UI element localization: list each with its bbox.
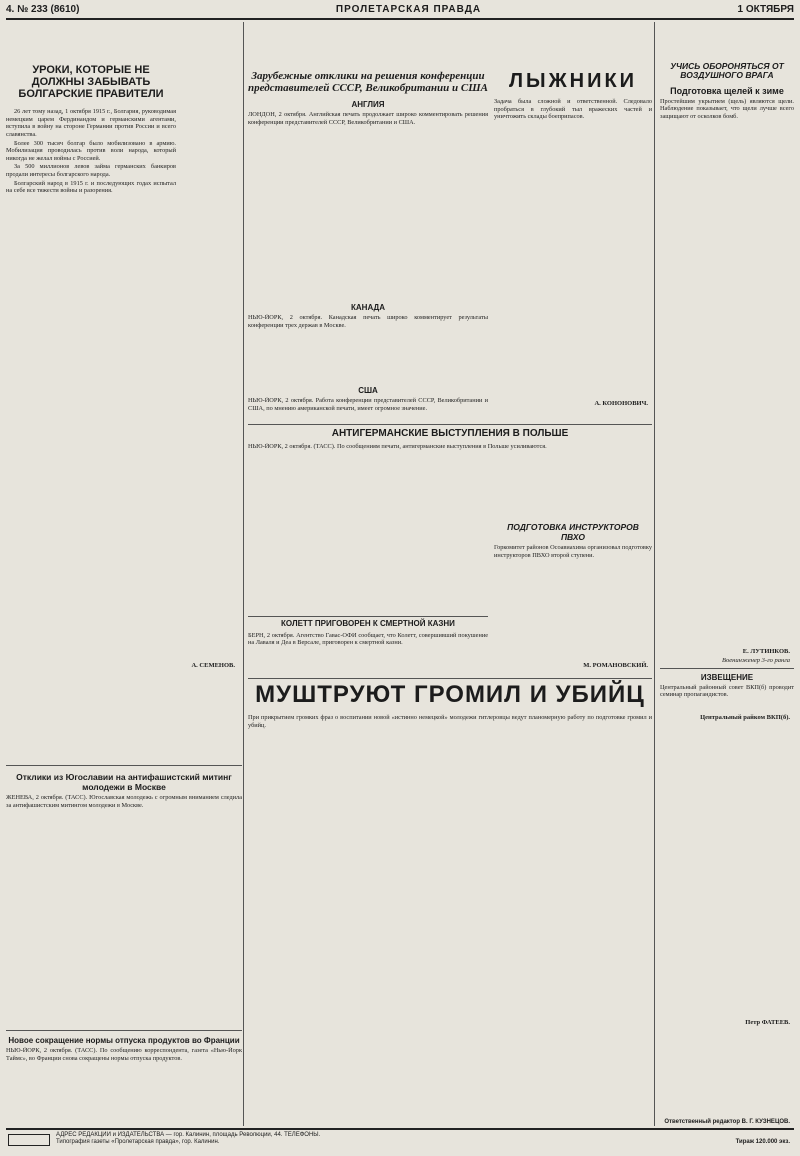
- headline-skiers: ЛЫЖНИКИ: [508, 70, 638, 92]
- issue-date: 1 ОКТЯБРЯ: [737, 4, 794, 15]
- address-line: АДРЕС РЕДАКЦИИ и ИЗДАТЕЛЬСТВА — гор. Калинин, площадь Революции, 44. ТЕЛЕФОНЫ.: [56, 1132, 321, 1138]
- article-signature: А. СЕМЕНОВ.: [191, 662, 235, 669]
- page-footer: [6, 1119, 794, 1154]
- headline-conference: Зарубежные отклики на решения конференции представителей СССР, Великобритании и США: [248, 70, 488, 95]
- headline-feature: МУШТРУЮТ ГРОМИЛ И УБИЙЦ: [255, 681, 645, 708]
- print-line: Типография газеты «Пролетарская правда», гор. Калинин.: [56, 1139, 220, 1145]
- article-pvho-body: Горкомитет районов Осоавиахима организовал подготовку инструкторов ПВХО второй ступени.: [494, 544, 652, 559]
- column-bulgaria-cont: [179, 22, 239, 669]
- page-header: [6, 4, 794, 20]
- section-usa-body: НЬЮ-ЙОРК, 2 октября. Работа конференции представителей СССР, Великобритании и США, по мнению американской печати, имеет огромное значение.: [248, 397, 488, 412]
- paragraph: Более 300 тысяч болгар было мобилизовано в армию. Мобилизация проводилась против воли народа, который никогда не желал войны с Россией.: [6, 139, 176, 162]
- divider: [248, 616, 488, 617]
- headline-kolett: КОЛЕТТ ПРИГОВОРЕН К СМЕРТНОЙ КАЗНИ: [281, 619, 455, 628]
- column-rule: [654, 22, 655, 1126]
- headline-poland: АНТИГЕРМАНСКИЕ ВЫСТУПЛЕНИЯ В ПОЛЬШЕ: [331, 428, 569, 439]
- column-skiers: [494, 22, 652, 407]
- article-pvho: [494, 520, 652, 654]
- column-air-defense: [660, 22, 794, 1026]
- column-end-text: [660, 727, 794, 1017]
- divider: [248, 678, 652, 679]
- section-canada-body: НЬЮ-ЙОРК, 2 октября. Канадская печать широко комментирует результаты конференции трех держав в Москве.: [248, 314, 488, 329]
- paragraph: 26 лет тому назад, 1 октября 1915 г., Болгария, руководимая немецким царем Фердинандом и германскими агентами, вступила в войну на стороне Германии против России и всего славянства.: [6, 108, 176, 139]
- feature-signature-box: [494, 660, 652, 669]
- article-bulgaria-body: [6, 108, 176, 664]
- newspaper-name: ПРОЛЕТАРСКАЯ ПРАВДА: [335, 4, 482, 15]
- article-yugoslavia: [6, 770, 242, 1044]
- article-feature: [248, 682, 652, 1084]
- article-trenches-body: Простейшим укрытием (щель) являются щели. Наблюдение показывает, что щели лучше всего защищают от осколков бомб.: [660, 97, 794, 120]
- column-conference: [248, 22, 488, 457]
- subhead-trenches: Подготовка щелей к зиме: [670, 85, 784, 96]
- signature-role: Военинженер 3-го ранга: [722, 656, 790, 664]
- article-signature: Е. ЛУТИНКОВ.: [742, 647, 790, 655]
- publisher-logo: [8, 1134, 50, 1146]
- headline-pvho: ПОДГОТОВКА ИНСТРУКТОРОВ ПВХО: [507, 522, 639, 542]
- headline-air-defense: УЧИСЬ ОБОРОНЯТЬСЯ ОТ ВОЗДУШНОГО ВРАГА: [670, 61, 784, 81]
- article-signature: М. РОМАНОВСКИЙ.: [583, 662, 648, 669]
- divider: [494, 424, 652, 425]
- section-england-body: ЛОНДОН, 2 октября. Английская печать продолжает широко комментировать решения конференции представителей СССР, Великобритании и США.: [248, 111, 488, 126]
- article-france-body: НЬЮ-ЙОРК, 2 октября. (ТАСС). По сообщению корреспондента, газета «Нью-Йорк Таймс», во Франции снова сокращены нормы отпуска продуктов.: [6, 1047, 242, 1062]
- paragraph: Болгарский народ в 1915 г. и последующих годах испытал на себе все тяжести войны и разорения.: [6, 179, 176, 195]
- circulation: Тираж 120.000 экз.: [735, 1139, 790, 1145]
- notice-org: Центральный райком ВКП(б).: [700, 713, 790, 721]
- article-signature: А. КОНОНОВИЧ.: [594, 400, 648, 407]
- divider: [6, 1030, 242, 1031]
- headline-bulgaria: УРОКИ, КОТОРЫЕ НЕ ДОЛЖНЫ ЗАБЫВАТЬ БОЛГАРСКИЕ ПРАВИТЕЛИ: [18, 64, 164, 101]
- divider: [6, 765, 242, 766]
- article-signature: Петр ФАТЕЕВ.: [745, 1018, 790, 1026]
- issue-number: 4. № 233 (8610): [6, 4, 80, 15]
- article-poland-body: НЬЮ-ЙОРК, 2 октября. (ТАСС). По сообщениям печати, антигерманские выступления в Польше усиливаются.: [248, 443, 547, 450]
- column-rule: [243, 22, 244, 1126]
- article-skiers-body: Задача была сложной и ответственной. Следовало пробраться в глубокий тыл вражеских частей и уничтожить склады боеприпасов.: [494, 98, 652, 121]
- section-canada: КАНАДА: [351, 303, 385, 313]
- paragraph: За 500 миллионов левов займа германских банкиров продали интересы болгарского народа.: [6, 163, 176, 179]
- editor-line: Ответственный редактор В. Г. КУЗНЕЦОВ.: [664, 1119, 790, 1125]
- section-england: АНГЛИЯ: [351, 100, 385, 110]
- article-kolett-body: БЕРН, 2 октября. Агентство Гавас-ОФИ сообщает, что Колетт, совершивший покушение на Лаваля и Деа в Версале, приговорен к смертной казни.: [248, 631, 488, 647]
- notice-body: Центральный районный совет ВКП(б) проводит семинар пропагандистов.: [660, 683, 794, 699]
- divider: [660, 668, 794, 669]
- headline-yugoslavia: Отклики из Югославии на антифашистский митинг молодежи в Москве: [16, 772, 232, 792]
- article-poland: [248, 428, 652, 533]
- article-kolett: [248, 620, 488, 672]
- section-usa: США: [358, 386, 378, 396]
- notice-heading: ИЗВЕЩЕНИЕ: [700, 672, 754, 682]
- article-france: [6, 1034, 242, 1123]
- column-bulgaria: [6, 22, 176, 664]
- headline-france: Новое сокращение нормы отпуска продуктов во Франции: [8, 1036, 240, 1045]
- article-feature-body: При прикрытием громких фраз о воспитании новой «истинно немецкой» молодежи гитлеровцы ведут планомерную работу по подготовке громил и убийц.: [248, 714, 652, 729]
- article-yugoslavia-body: ЖЕНЕВА, 2 октября. (ТАСС). Югославская молодежь с огромным вниманием следила за антифашистским митингом молодежи в Москве.: [6, 794, 242, 809]
